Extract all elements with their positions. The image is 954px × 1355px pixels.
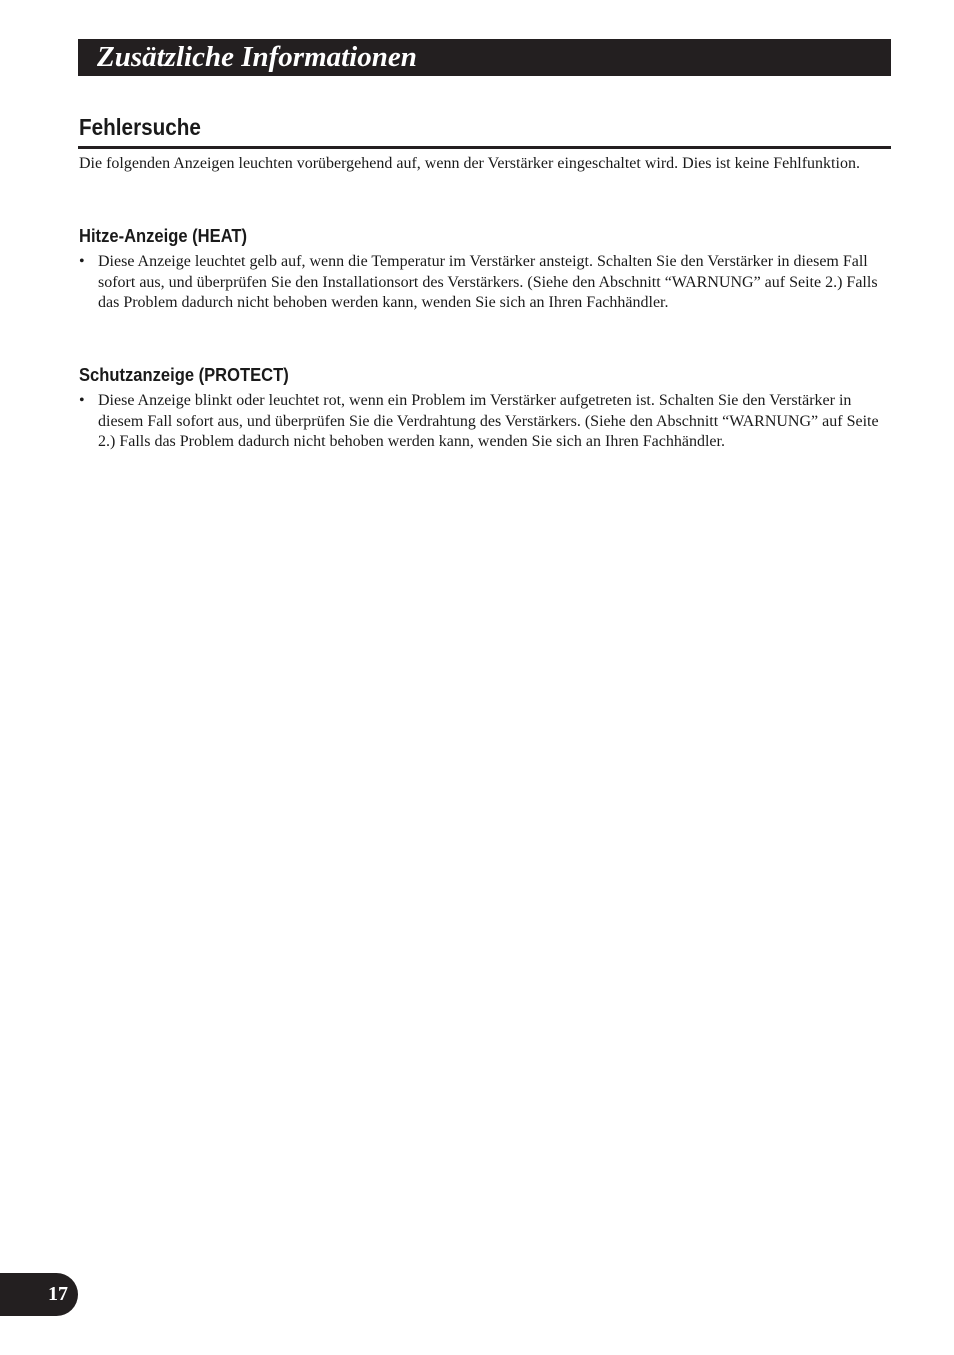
- section-title: Fehlersuche: [79, 114, 201, 140]
- bullet-icon: •: [79, 253, 85, 270]
- chapter-title: Zusätzliche Informationen: [97, 41, 417, 73]
- list-item-heat: [79, 252, 879, 314]
- list-item-text: Diese Anzeige leuchtet gelb auf, wenn die Temperatur im Verstärker ansteigt. Schalten Sie den Verstärker in diesem Fall sofort aus, und überprüfen Sie den Installationsort des Verstärkers. (Siehe den Abschnitt “WARNUNG” auf Seite 2.) Falls das Problem dadurch nicht behoben werden kann, wenden Sie sich an Ihren Fachhändler.: [98, 253, 878, 311]
- list-item-text: Diese Anzeige blinkt oder leuchtet rot, wenn ein Problem im Verstärker aufgetreten ist. Schalten Sie den Verstärker in diesem Fall sofort aus, und überprüfen Sie die Verdrahtung des Verstärkers. (Siehe den Abschnitt “WARNUNG” auf Seite 2.) Falls das Problem dadurch nicht behoben werden kann, wenden Sie sich an Ihren Fachhändler.: [98, 392, 879, 450]
- subsection-title-protect: Schutzanzeige (PROTECT): [79, 365, 289, 385]
- section-divider: [78, 146, 891, 149]
- bullet-icon: •: [79, 392, 85, 409]
- page-number-tab: [0, 1273, 78, 1316]
- chapter-header: [78, 39, 891, 76]
- subsection-title-heat: Hitze-Anzeige (HEAT): [79, 226, 248, 246]
- page-number: 17: [48, 1283, 68, 1305]
- list-item-protect: [79, 391, 879, 453]
- intro-paragraph: Die folgenden Anzeigen leuchten vorübergehend auf, wenn der Verstärker eingeschaltet wird. Dies ist keine Fehlfunktion.: [79, 155, 860, 172]
